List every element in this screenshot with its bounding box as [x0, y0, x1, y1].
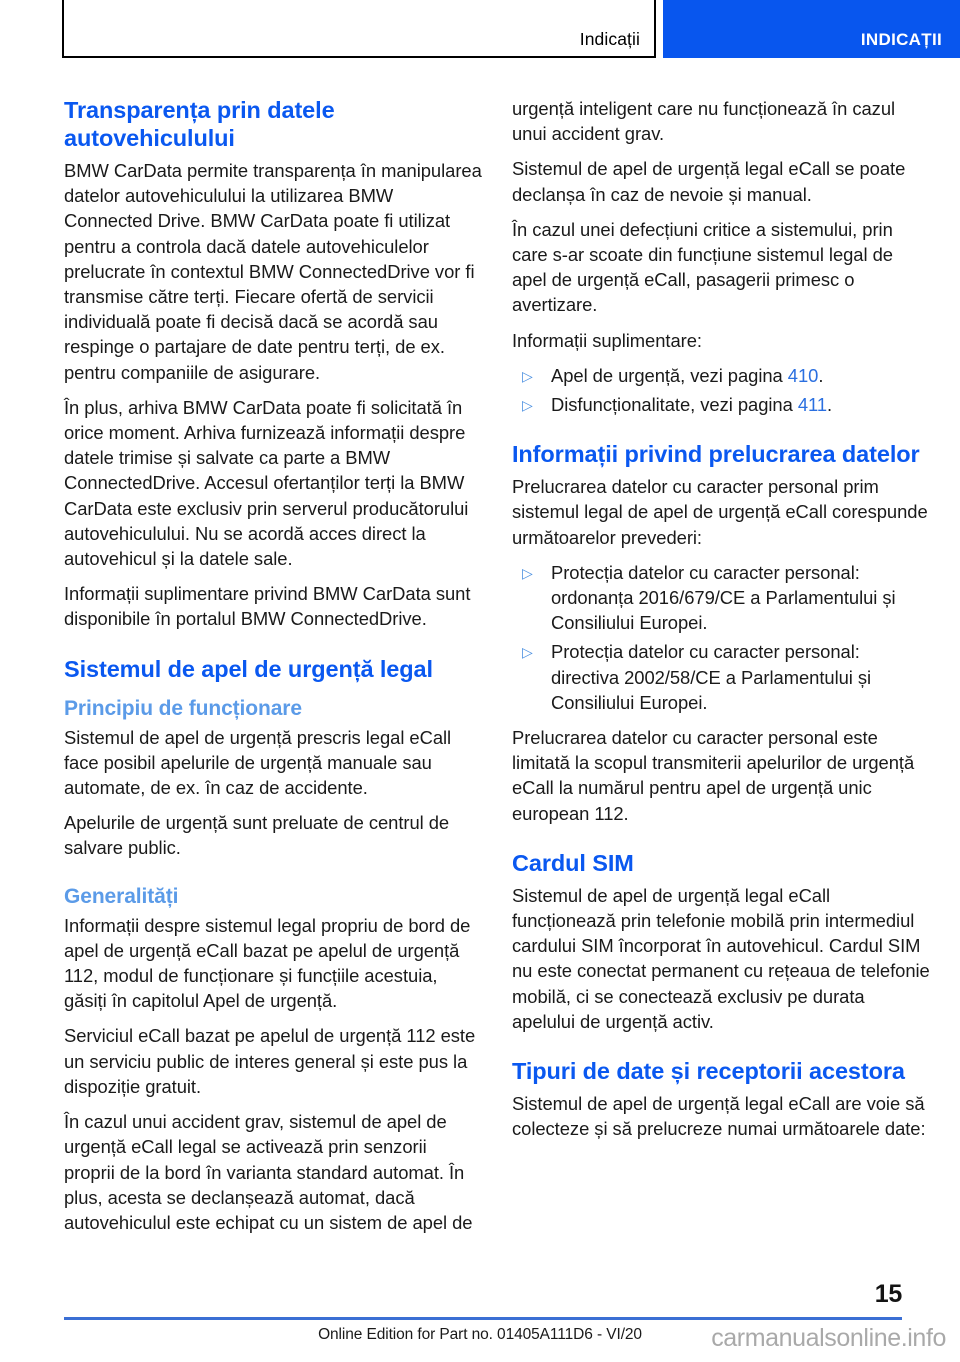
- triangle-bullet-icon: ▷: [522, 397, 533, 414]
- spacer: [64, 871, 482, 884]
- triangle-bullet-icon: ▷: [522, 367, 533, 384]
- list-item-text: Disfuncționalitate, vezi pagina: [551, 394, 798, 416]
- paragraph: Informații despre sistemul legal propriu de bord de apel de urgență eCall bazat pe apelul de urgență 112, modul de funcționare și funcțiile acestuia, găsiți în capitolul Apel de urgență.: [64, 914, 471, 1012]
- spacer: [64, 689, 482, 696]
- spacer: [64, 642, 482, 655]
- paragraph: Informații suplimentare privind BMW CarData sunt disponibile în portalul BMW ConnectedDrive.: [64, 583, 471, 630]
- list-item: [512, 639, 930, 715]
- column-right: [512, 96, 930, 1142]
- subheading-generalitati: Generalități: [64, 884, 179, 908]
- heading-informatii-prelucrare: Informații privind prelucrarea datelor: [512, 441, 920, 468]
- triangle-bullet-icon: ▷: [522, 644, 533, 661]
- list-item: [512, 560, 930, 636]
- list-informatii-suplimentare: [512, 363, 930, 417]
- list-item-text: Apel de urgență, vezi pagina: [551, 364, 788, 386]
- column-left: [64, 96, 482, 1235]
- list-item-text: Protecția datelor cu caracter personal: directiva 2002/58/CE a Parlamentului și Consiliului Europei.: [551, 641, 872, 713]
- paragraph: În cazul unui accident grav, sistemul de apel de urgență eCall legal se activează prin senzorii proprii de la bord în varianta standard automat. În plus, acesta se declanșează automat, dacă autovehiculul este echipat cu un sistem de apel de: [64, 1111, 473, 1233]
- heading-cardul-sim: Cardul SIM: [512, 849, 634, 876]
- subheading-principiu: Principiu de funcționare: [64, 696, 302, 720]
- footer-divider: [64, 1317, 902, 1320]
- header-tab-chapter: [62, 0, 656, 58]
- paragraph: Sistemul de apel de urgență legal eCall se poate declanșa în caz de nevoie și manual.: [512, 158, 906, 205]
- paragraph: Informații suplimentare:: [512, 329, 702, 351]
- header-tab-chapter-label: Indicații: [579, 29, 640, 49]
- header-tab-section: [663, 0, 960, 58]
- list-item: [512, 363, 930, 388]
- spacer: [512, 1044, 930, 1057]
- page-reference-link[interactable]: 410: [787, 364, 819, 386]
- page-number: 15: [874, 1280, 902, 1308]
- paragraph: Apelurile de urgență sunt preluate de centrul de salvare public.: [64, 812, 450, 859]
- watermark-text: carmanualsonline.info: [711, 1324, 946, 1352]
- paragraph: Sistemul de apel de urgență legal eCall are voie să colecteze și să prelucreze numai următoarele date:: [512, 1093, 926, 1140]
- footer-edition-note: Online Edition for Part no. 01405A111D6 - VI/20: [318, 1326, 642, 1343]
- triangle-bullet-icon: ▷: [522, 564, 533, 581]
- page-footer: [0, 1272, 960, 1362]
- paragraph: BMW CarData permite transparența în manipularea datelor autovehiculului la utilizarea BMW Connected Drive. BMW CarData poate fi utilizat pentru a controla dacă datele autovehiculelor prelucrate în contextul BMW ConnectedDrive vor fi transmise către terți. Fiecare ofertă de servicii individuală poate fi decisă dacă se acordă sau respinge o partajare de date pentru terți, de ex. pentru companiile de asigurare.: [64, 160, 482, 383]
- list-item-text: Protecția datelor cu caracter personal: ordonanța 2016/679/CE a Parlamentului și Consiliului Europei.: [551, 561, 896, 634]
- heading-transparenta: Transparența prin datele autovehiculului: [64, 97, 335, 151]
- page-reference-link[interactable]: 411: [797, 394, 827, 416]
- heading-sistem-apel-urgenta: Sistemul de apel de urgență legal: [64, 655, 433, 682]
- paragraph: Prelucrarea datelor cu caracter personal prim sistemul legal de apel de urgență eCall corespunde următoarelor prevederi:: [512, 476, 928, 548]
- paragraph: Sistemul de apel de urgență legal eCall funcționează prin telefonie mobilă prin intermediul cardului SIM încorporat în autovehicul. Cardul SIM nu este conectat permanent cu rețeaua de telefonie mobilă, ci se conectează exclusiv pe durata apelului de urgență activ.: [512, 884, 930, 1032]
- header-tab-section-label: INDICAȚII: [860, 30, 942, 49]
- list-item-text-tail: .: [827, 394, 833, 416]
- paragraph: În cazul unei defecțiuni critice a sistemului, prin care s-ar scoate din funcțiune sistemul legal de apel de urgență eCall, pasagerii primesc o avertizare.: [512, 218, 893, 316]
- spacer: [512, 427, 930, 440]
- paragraph: În plus, arhiva BMW CarData poate fi solicitată în orice moment. Arhiva furnizează informații despre datele trimise și salvate ca parte a BMW ConnectedDrive. Accesul ofertanților terți la BMW CarData este exclusiv prin serverul producătorului autovehiculului. Nu se acordă acces direct la autovehicul și la datele sale.: [64, 396, 469, 570]
- paragraph: Prelucrarea datelor cu caracter personal este limitată la scopul transmiterii apelurilor de urgență eCall la numărul pentru apel de urgență unic european 112.: [512, 727, 915, 824]
- paragraph: urgență inteligent care nu funcționează în cazul unui accident grav.: [512, 98, 896, 145]
- list-item-text-tail: .: [818, 364, 824, 386]
- spacer: [512, 836, 930, 849]
- heading-tipuri-de-date: Tipuri de date și receptorii acestora: [512, 1058, 905, 1085]
- list-prevederi: [512, 560, 930, 715]
- paragraph: Sistemul de apel de urgență prescris legal eCall face posibil apelurile de urgență manuale sau automate, de ex. în caz de accidente.: [64, 726, 452, 799]
- paragraph: Serviciul eCall bazat pe apelul de urgență 112 este un serviciu public de interes general și este pus la dispoziție gratuit.: [64, 1025, 476, 1097]
- list-item: [512, 392, 930, 417]
- page-header: [0, 0, 960, 62]
